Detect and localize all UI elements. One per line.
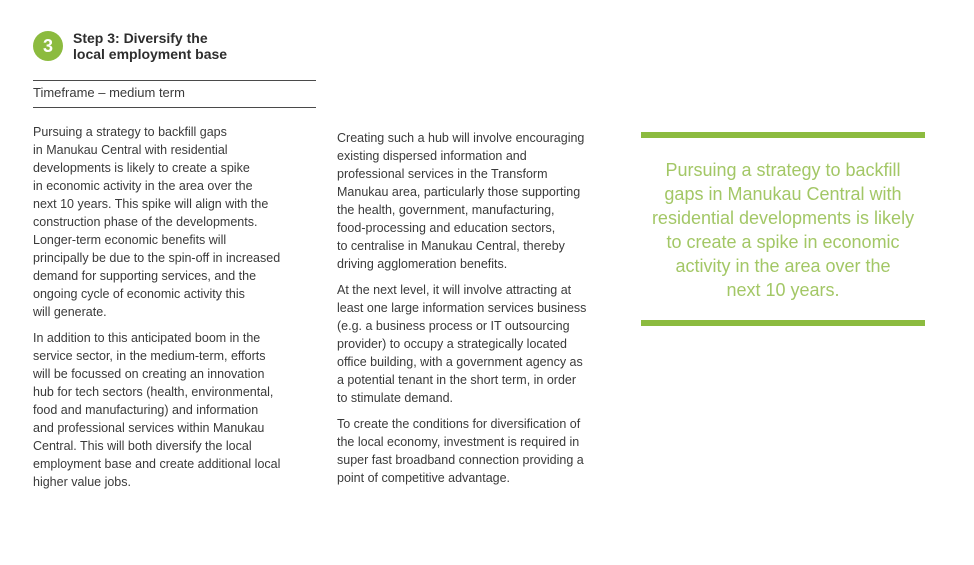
text-line: super fast broadband connection providing a <box>337 453 584 467</box>
quote-line: activity in the area over the <box>675 256 891 276</box>
step-title <box>73 30 313 62</box>
text-line: Longer-term economic benefits will <box>33 233 227 247</box>
text-line: to stimulate demand. <box>337 391 454 405</box>
quote-line: next 10 years. <box>726 280 840 300</box>
text-line: principally be due to the spin-off in increased <box>33 251 281 265</box>
text-line: in economic activity in the area over the <box>33 179 253 193</box>
text-line: will generate. <box>33 305 107 319</box>
text-line: existing dispersed information and <box>337 149 527 163</box>
text-line: next 10 years. This spike will align with the <box>33 197 269 211</box>
quote-line: gaps in Manukau Central with <box>664 184 902 204</box>
step-title-line: Step 3: Diversify the <box>73 30 208 46</box>
text-line: a potential tenant in the short term, in order <box>337 373 577 387</box>
text-line: Pursuing a strategy to backfill gaps <box>33 125 227 139</box>
text-line: In addition to this anticipated boom in the <box>33 331 261 345</box>
text-line: hub for tech sectors (health, environmental, <box>33 385 274 399</box>
text-line: to centralise in Manukau Central, thereby <box>337 239 565 253</box>
text-line: in Manukau Central with residential <box>33 143 228 157</box>
text-line: Manukau area, particularly those supporting <box>337 185 581 199</box>
pull-quote-top-bar <box>641 132 925 138</box>
text-line: employment base and create additional local <box>33 457 281 471</box>
text-line: the health, government, manufacturing, <box>337 203 555 217</box>
text-line: To create the conditions for diversification of <box>337 417 581 431</box>
text-line: At the next level, it will involve attracting at <box>337 283 572 297</box>
text-line: Creating such a hub will involve encouraging <box>337 131 585 145</box>
text-line: construction phase of the developments. <box>33 215 258 229</box>
quote-line: residential developments is likely <box>651 208 915 228</box>
step-number-badge: 3 <box>33 31 63 61</box>
text-line: developments is likely to create a spike <box>33 161 250 175</box>
timeframe-label: Timeframe – medium term <box>33 85 185 100</box>
middle-paragraph-3 <box>337 415 627 487</box>
text-line: service sector, in the medium-term, efforts <box>33 349 266 363</box>
text-line: food-processing and education sectors, <box>337 221 556 235</box>
text-line: point of competitive advantage. <box>337 471 511 485</box>
quote-line: to create a spike in economic <box>666 232 900 252</box>
text-line: office building, with a government agency as <box>337 355 583 369</box>
text-line: ongoing cycle of economic activity this <box>33 287 245 301</box>
text-line: food and manufacturing) and information <box>33 403 259 417</box>
timeframe-top-divider <box>33 80 316 81</box>
left-paragraph-1 <box>33 123 323 321</box>
quote-line: Pursuing a strategy to backfill <box>665 160 901 180</box>
left-column <box>33 123 323 499</box>
left-paragraph-2 <box>33 329 323 491</box>
text-line: and professional services within Manukau <box>33 421 265 435</box>
timeframe-bottom-divider <box>33 107 316 108</box>
step-title-line: local employment base <box>73 46 228 62</box>
text-line: higher value jobs. <box>33 475 131 489</box>
text-line: driving agglomeration benefits. <box>337 257 508 271</box>
middle-paragraph-2 <box>337 281 627 407</box>
text-line: Central. This will both diversify the local <box>33 439 252 453</box>
pull-quote-bottom-bar <box>641 320 925 326</box>
middle-paragraph-1 <box>337 129 627 273</box>
pull-quote <box>641 158 925 302</box>
middle-column <box>337 129 627 495</box>
text-line: least one large information services business <box>337 301 587 315</box>
text-line: will be focussed on creating an innovation <box>33 367 265 381</box>
text-line: the local economy, investment is required in <box>337 435 580 449</box>
text-line: (e.g. a business process or IT outsourcing <box>337 319 570 333</box>
text-line: provider) to occupy a strategically located <box>337 337 567 351</box>
text-line: professional services in the Transform <box>337 167 548 181</box>
text-line: demand for supporting services, and the <box>33 269 257 283</box>
